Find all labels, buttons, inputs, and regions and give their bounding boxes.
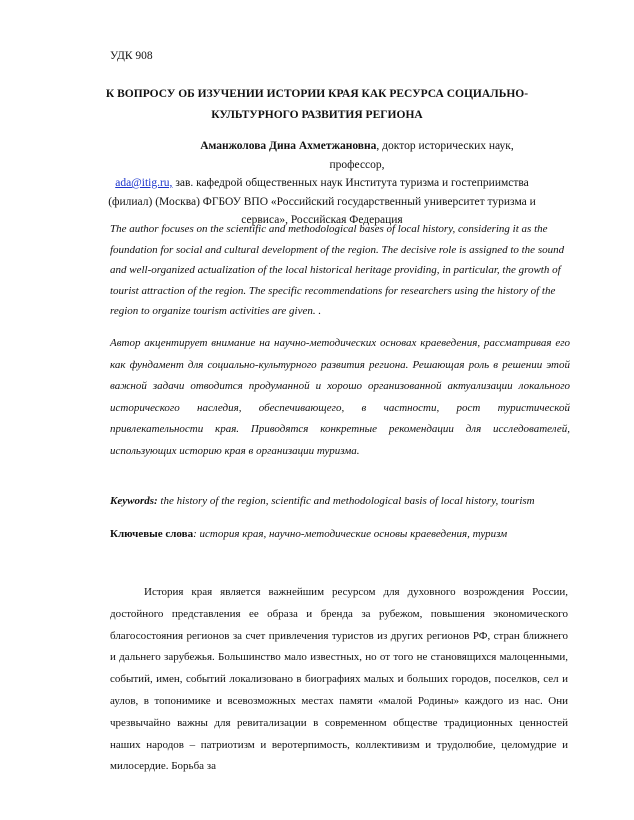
- author-line-1: [104, 137, 540, 174]
- keywords-ru-label: Ключевые слова: [110, 528, 194, 540]
- body-paragraph: История края является важнейшим ресурсом для духовного возрождения России, достойного представления ее образа и бренда за рубежом, повышения экономического благосостояния регионов за счет привлечения туристов из других регионов РФ, стран ближнего и дальнего зарубежья. Большинство мало известных, но от того не становящихся малоценными, событий, имен, событий локализовано в биографиях малых и больших городов, поселков, сел и аулов, в топонимике и всевозможных местах памяти «малой Родины» каждого из нас. Они чрезвычайно важны для ревитализации в современном обществе традиционных ценностей наших народов – патриотизм и веротерпимость, коллективизм и трудолюбие, целомудрие и милосердие. Борьба за: [110, 586, 568, 773]
- author-affiliation-2: (филиал) (Москва) ФГБОУ ВПО «Российский государственный университет туризма и: [108, 195, 536, 208]
- keywords-en-value: the history of the region, scientific and methodological basis of local history, tourism: [157, 495, 535, 507]
- author-credentials: , доктор исторических наук, профессор,: [329, 140, 514, 171]
- author-line-2: [104, 174, 540, 193]
- keywords-english: [110, 495, 580, 507]
- author-block: [104, 137, 540, 230]
- title-line-1: К ВОПРОСУ ОБ ИЗУЧЕНИИ ИСТОРИИ КРАЯ КАК РЕСУРСА СОЦИАЛЬНО-: [105, 88, 529, 100]
- title-line-2: КУЛЬТУРНОГО РАЗВИТИЯ РЕГИОНА: [211, 109, 423, 121]
- keywords-en-label: Keywords:: [110, 495, 158, 507]
- abstract-russian: Автор акцентирует внимание на научно-методических основах краеведения, рассматривая его как фундамент для социально-культурного развития региона. Решающая роль в решении этой важной задачи отводится продуманной и хорошо организованной актуализации локального исторического наследия, обеспечивающего, в частности, рост туристической привлекательности края. Приводятся конкретные рекомендации для исследователей, использующих историю края в организации туризма.: [110, 337, 570, 457]
- keywords-ru-value: : история края, научно-методические основы краеведения, туризм: [193, 528, 508, 540]
- author-affiliation-1: зав. кафедрой общественных наук Института туризма и гостеприимства: [172, 177, 529, 189]
- author-affiliation-3: сервиса», Российская Федерация: [241, 214, 403, 226]
- keywords-russian: [110, 528, 580, 540]
- author-email-link[interactable]: ada@itig.ru,: [115, 177, 173, 189]
- udk-code: УДК 908: [110, 50, 153, 62]
- article-title: [95, 84, 539, 126]
- abstract-english: The author focuses on the scientific and methodological bases of local history, considering it as the foundation for social and cultural development of the region. The decisive role is assigned to the sound and well-organized actualization of the local historical heritage providing, in particular, the growth of tourist attraction of the region. The specific recommendations for researchers using the history of the region to organize tourism activities are given. .: [110, 223, 565, 317]
- author-name: Аманжолова Дина Ахметжановна: [200, 140, 377, 152]
